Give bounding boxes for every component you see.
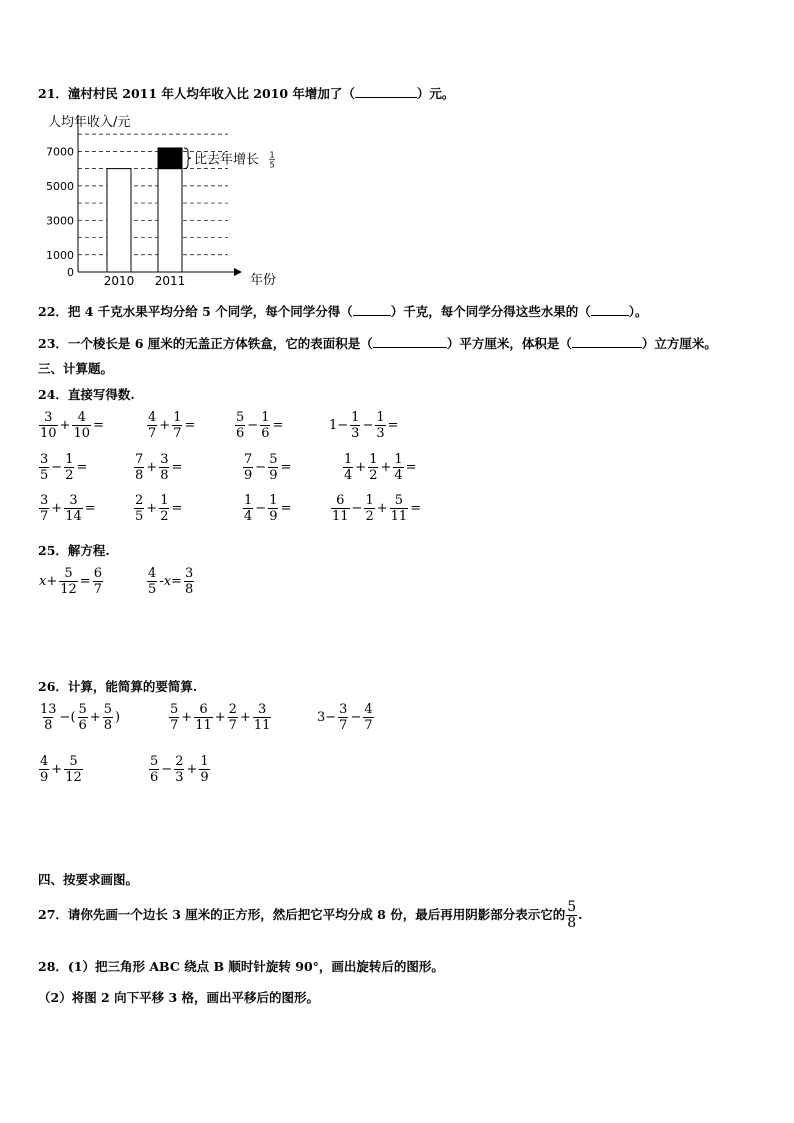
q21-answer-blank[interactable]	[355, 86, 417, 98]
income-bar-chart	[36, 110, 286, 292]
q21-text-after: ）元。	[416, 86, 455, 101]
q24-expr-3: $\frac{5}{6}$ − $\frac{1}{6}$ =	[236, 410, 284, 441]
q24-expr-7: $\frac{7}{9}$ − $\frac{5}{9}$ =	[244, 452, 292, 483]
q26-expr-3: 3− $\frac{3}{7}$ − $\frac{4}{7}$	[317, 702, 373, 733]
q24-expr-1: $\frac{3}{10}$ + $\frac{4}{10}$ =	[40, 410, 104, 441]
y-tick-label: 3000	[46, 214, 74, 228]
q24-expr-9: $\frac{3}{7}$ + $\frac{3}{14}$ =	[40, 493, 96, 524]
q26-expr-2: $\frac{5}{7}$ + $\frac{6}{11}$ + $\frac{2}{7}$ + $\frac{3}{11}$	[170, 702, 271, 733]
question-28-part-1: 28．(1）把三角形 ABC 绕点 B 顺时针旋转 90°，画出旋转后的图形。	[38, 959, 444, 974]
q22-text-3: ）。	[628, 304, 648, 319]
question-21	[38, 84, 454, 102]
y-tick-label: 0	[67, 266, 74, 279]
annotation-frac-denominator: 5	[269, 160, 275, 170]
q26-expr-4: $\frac{4}{9}$ + $\frac{5}{12}$	[40, 754, 82, 785]
y-tick-label: 5000	[46, 179, 74, 193]
q22-text-1: 22．把 4 千克水果平均分给 5 个同学，每个同学分得（	[38, 304, 353, 319]
q23-text-2: ）平方厘米，体积是（	[446, 336, 572, 351]
q25-equation-2: $\frac{4}{5}$ -x= $\frac{3}{8}$	[148, 566, 194, 597]
q27-end: .	[578, 907, 583, 922]
section-4-heading: 四、按要求画图。	[38, 872, 139, 887]
q21-text-before: 21．潼村村民 2011 年人均年收入比 2010 年增加了（	[38, 86, 355, 101]
question-23	[38, 334, 717, 352]
q23-blank-1[interactable]	[373, 336, 447, 348]
q26-expr-5: $\frac{5}{6}$ − $\frac{2}{3}$ + $\frac{1}{9}$	[150, 754, 209, 785]
q24-expr-8: $\frac{1}{4}$ + $\frac{1}{2}$ + $\frac{1}{4}$ =	[344, 452, 417, 483]
q22-text-2: ）千克，每个同学分得这些水果的（	[390, 304, 591, 319]
question-28-part-2: （2）将图 2 向下平移 3 格，画出平移后的图形。	[38, 990, 320, 1005]
q26-title: 26．计算，能简算的要简算.	[38, 679, 198, 694]
q24-expr-11: $\frac{1}{4}$ − $\frac{1}{9}$ =	[244, 493, 292, 524]
q25-title: 25．解方程.	[38, 543, 110, 558]
q24-expr-2: $\frac{4}{7}$ + $\frac{1}{7}$ =	[148, 410, 196, 441]
bar-increase-2011	[158, 148, 182, 169]
q26-expr-1: $\frac{13}{8}$ −( $\frac{5}{6}$ + $\frac{5}{8}$ )	[40, 702, 121, 733]
q22-blank-2[interactable]	[591, 304, 629, 316]
question-22	[38, 302, 647, 320]
q22-blank-1[interactable]	[353, 304, 391, 316]
q24-expr-12: $\frac{6}{11}$ − $\frac{1}{2}$ + $\frac{5}{11}$ =	[332, 493, 422, 524]
q24-expr-4: 1− $\frac{1}{3}$ − $\frac{1}{3}$ =	[329, 410, 399, 441]
growth-annotation: 比去年增长	[194, 152, 260, 168]
y-tick-label: 7000	[46, 145, 74, 159]
x-tick-label: 2011	[154, 274, 186, 288]
x-axis-arrow	[234, 268, 242, 276]
q23-blank-2[interactable]	[572, 336, 642, 348]
y-tick-label: 1000	[46, 248, 74, 262]
annotation-frac-numerator: 1	[269, 150, 275, 160]
q27-text: 27．请你先画一个边长 3 厘米的正方形，然后把它平均分成 8 份，最后再用阴影部分表示它的	[38, 907, 566, 922]
chart-title: 人均年收入/元	[48, 115, 131, 130]
q23-text-3: ）立方厘米。	[641, 336, 717, 351]
bar-2010	[107, 169, 131, 272]
q25-equation-1: x+ $\frac{5}{12}$ = $\frac{6}{7}$	[39, 566, 102, 597]
q24-expr-10: $\frac{2}{5}$ + $\frac{1}{2}$ =	[135, 493, 183, 524]
q27-frac-numerator: 5	[567, 899, 577, 915]
q24-title: 24．直接写得数.	[38, 387, 135, 402]
q24-expr-5: $\frac{3}{5}$ − $\frac{1}{2}$ =	[40, 452, 88, 483]
x-axis-label: 年份	[250, 273, 277, 288]
q23-text-1: 23．一个棱长是 6 厘米的无盖正方体铁盒，它的表面积是（	[38, 336, 373, 351]
bar-2011	[158, 169, 182, 272]
x-tick-label: 2010	[103, 274, 135, 288]
section-3-heading: 三、计算题。	[38, 361, 114, 376]
q24-expr-6: $\frac{7}{8}$ + $\frac{3}{8}$ =	[135, 452, 183, 483]
question-27	[38, 900, 582, 931]
q27-frac-denominator: 8	[567, 915, 577, 931]
